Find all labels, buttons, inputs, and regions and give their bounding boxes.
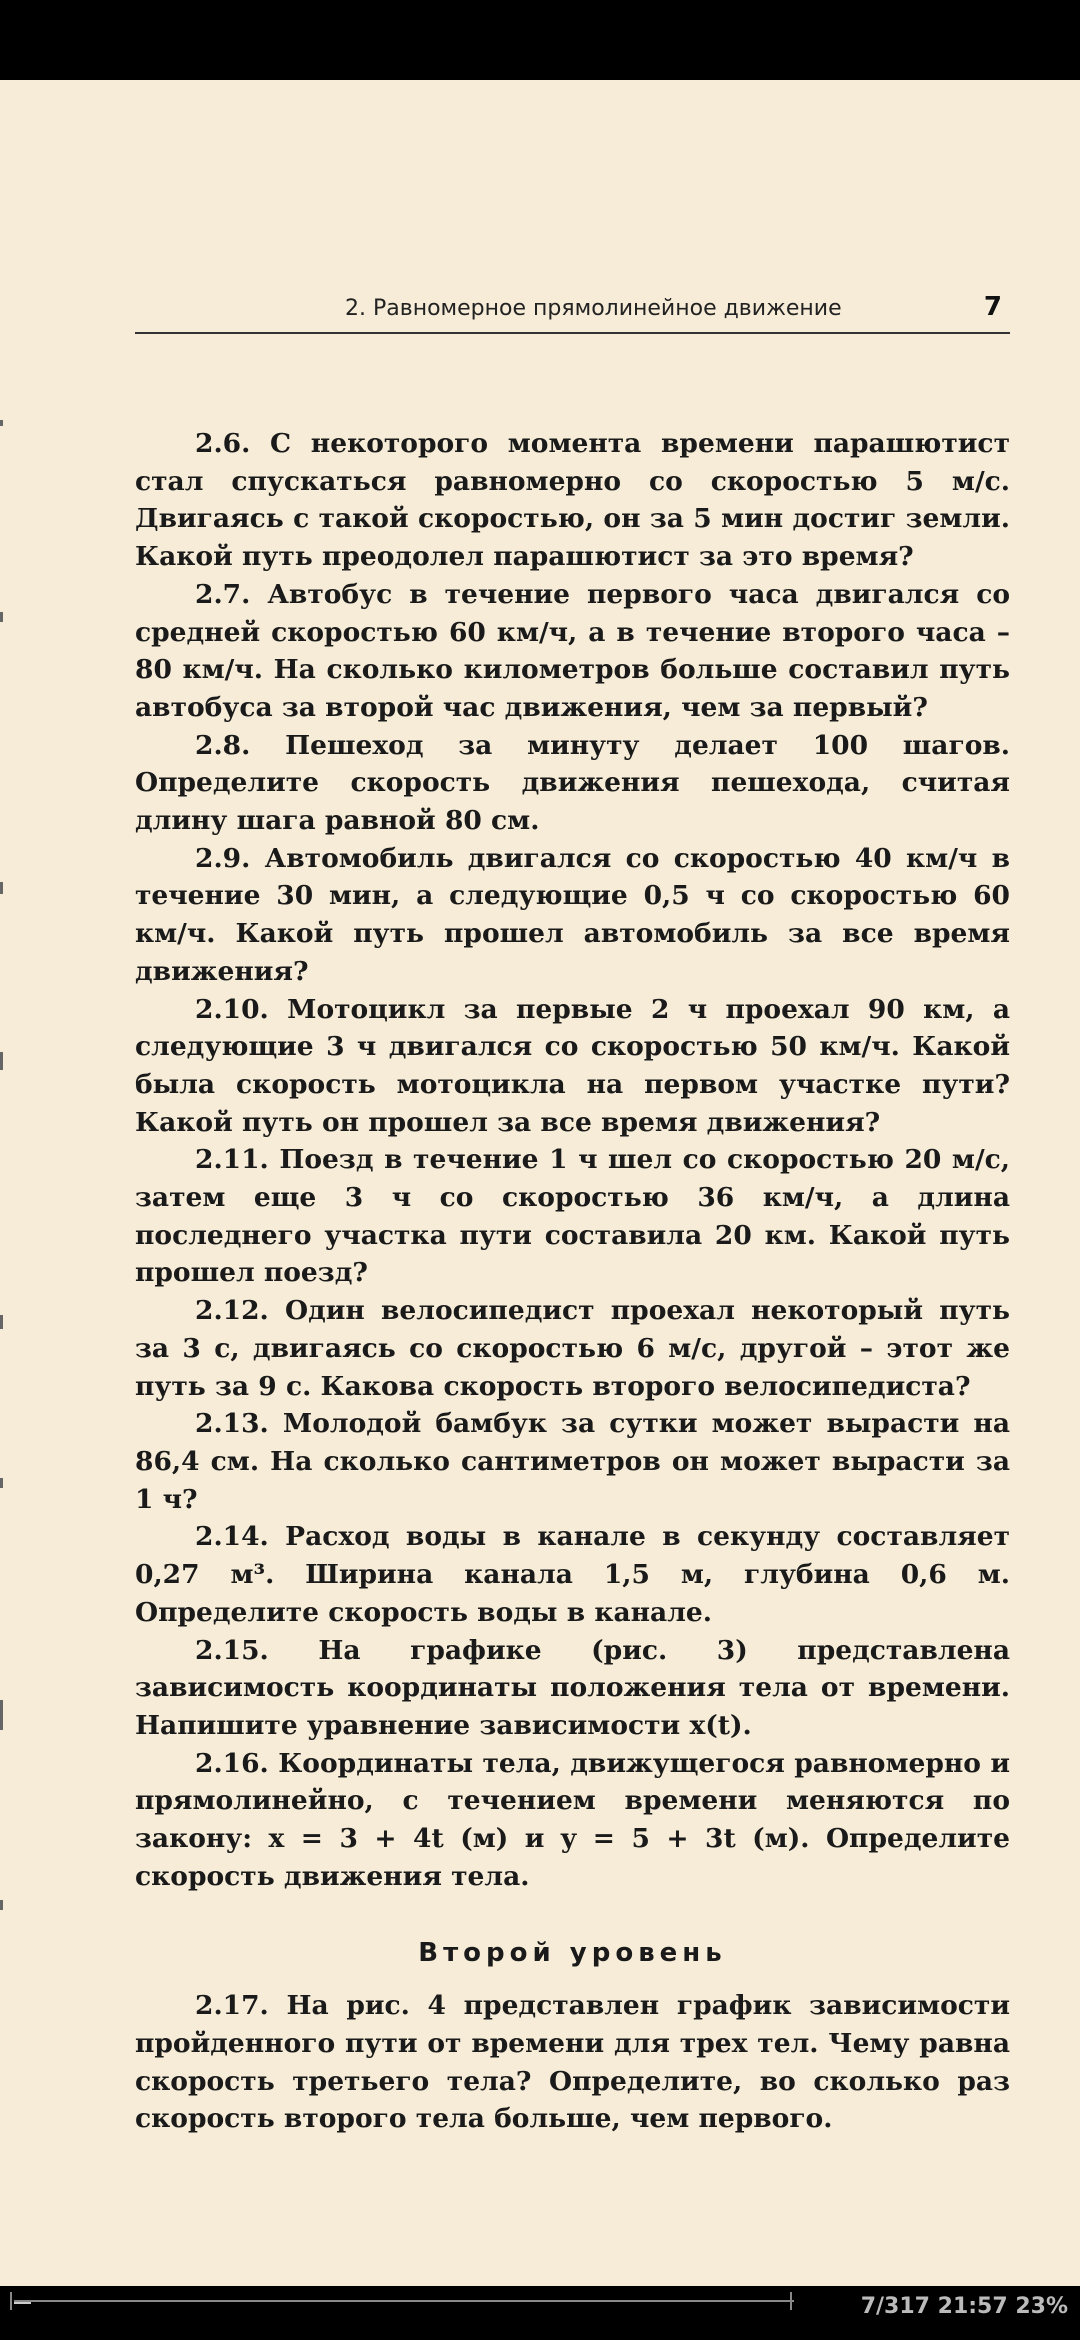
margin-mark [0,1052,3,1070]
progress-fill [14,2302,31,2304]
reading-progress-bar[interactable] [14,2300,794,2310]
problem-text: На рис. 4 представлен график зависимости пройденного пути от времени для трех тел. Чему равна скорость третьего тела? Определите, во сколько раз скорость второго тела больше, чем первого. [135,1990,1010,2135]
page-number: 7 [983,292,1002,322]
margin-mark [0,612,3,622]
problem-text: Координаты тела, движущегося равномерно и прямолинейно, с течением времени меняются по закону: x = 3 + 4t (м) и y = 5 + 3t (м). Определите скорость движения тела. [135,1747,1010,1892]
problem-number: 2.7. [195,578,251,610]
top-bar [0,0,1080,80]
page-text [135,425,1010,2138]
problem-paragraph [135,840,1010,991]
problem-paragraph [135,1518,1010,1631]
progress-start-tick [10,2292,12,2310]
problem-paragraph [135,991,1010,1142]
problem-paragraph [135,1745,1010,1896]
section-title: Второй уровень [418,1938,727,1969]
margin-mark [0,1478,3,1488]
problem-text: Молодой бамбук за сутки может вырасти на 86,4 см. На сколько сантиметров он может вырасти за 1 ч? [135,1408,1010,1515]
problem-text: Пешеход за минуту делает 100 шагов. Определите скорость движения пешехода, считая длину шага равной 80 см. [135,729,1011,837]
problem-number: 2.6. [195,428,251,459]
problem-paragraph [135,727,1010,840]
problem-text: Один велосипедист проехал некоторый путь за 3 с, двигаясь со скоростью 6 м/с, другой – этот же путь за 9 с. Какова скорость второго велосипедиста? [135,1295,1010,1402]
problem-number: 2.14. [195,1521,269,1553]
margin-mark [0,1900,3,1910]
problem-paragraph [135,1987,1010,2138]
problem-paragraph [135,1292,1010,1405]
problem-number: 2.10. [195,993,269,1025]
problem-paragraph [135,1632,1010,1745]
problem-number: 2.11. [195,1144,269,1176]
problem-paragraph [135,1141,1010,1292]
problem-text: Автомобиль двигался со скоростью 40 км/ч в течение 30 мин, а следующие 0,5 ч со скоростью 60 км/ч. Какой путь прошел автомобиль за все время движения? [135,842,1010,987]
margin-mark [0,1315,3,1329]
problem-text: С некоторого момента времени парашютист стал спускаться равномерно со скоростью 5 м/с. Двигаясь с такой скоростью, он за 5 мин достиг земли. Какой путь преодолел парашютист за это время? [135,428,1010,573]
progress-end-tick [790,2292,792,2310]
margin-mark [0,420,3,426]
reader-status-bar [0,2286,1080,2340]
problem-number: 2.8. [195,729,251,761]
chapter-title: 2. Равномерное прямолинейное движение [345,296,842,321]
problem-number: 2.13. [195,1408,269,1440]
problem-text: Автобус в течение первого часа двигался со средней скоростью 60 км/ч, а в течение второго часа – 80 км/ч. На сколько километров больше составил путь автобуса за второй час движения, чем за первый? [135,578,1011,723]
problem-number: 2.12. [195,1295,269,1327]
running-header [135,292,1010,334]
margin-mark [0,1700,3,1730]
problem-text: На графике (рис. 3) представлена зависимость координаты положения тела от времени. Напишите уравнение зависимости x(t). [135,1634,1010,1741]
problem-number: 2.16. [195,1747,269,1779]
problem-text: Расход воды в канале в секунду составляет 0,27 м³. Ширина канала 1,5 м, глубина 0,6 м. Определите скорость воды в канале. [135,1521,1010,1628]
status-info: 7/317 21:57 23% [860,2294,1068,2319]
margin-mark [0,882,3,894]
problem-number: 2.15. [195,1634,269,1666]
problem-paragraph [135,576,1010,727]
problem-paragraph [135,1405,1010,1518]
problem-paragraph [135,425,1010,576]
problem-number: 2.17. [195,1990,269,2022]
problem-number: 2.9. [195,842,251,874]
problem-text: Мотоцикл за первые 2 ч проехал 90 км, а следующие 3 ч двигался со скоростью 50 км/ч. Какой была скорость мотоцикла на первом участке пути? Какой путь он прошел за все время движения? [135,993,1010,1138]
problem-text: Поезд в течение 1 ч шел со скоростью 20 м/с, затем еще 3 ч со скоростью 36 км/ч, а длина последнего участка пути составила 20 км. Какой путь прошел поезд? [135,1144,1010,1289]
